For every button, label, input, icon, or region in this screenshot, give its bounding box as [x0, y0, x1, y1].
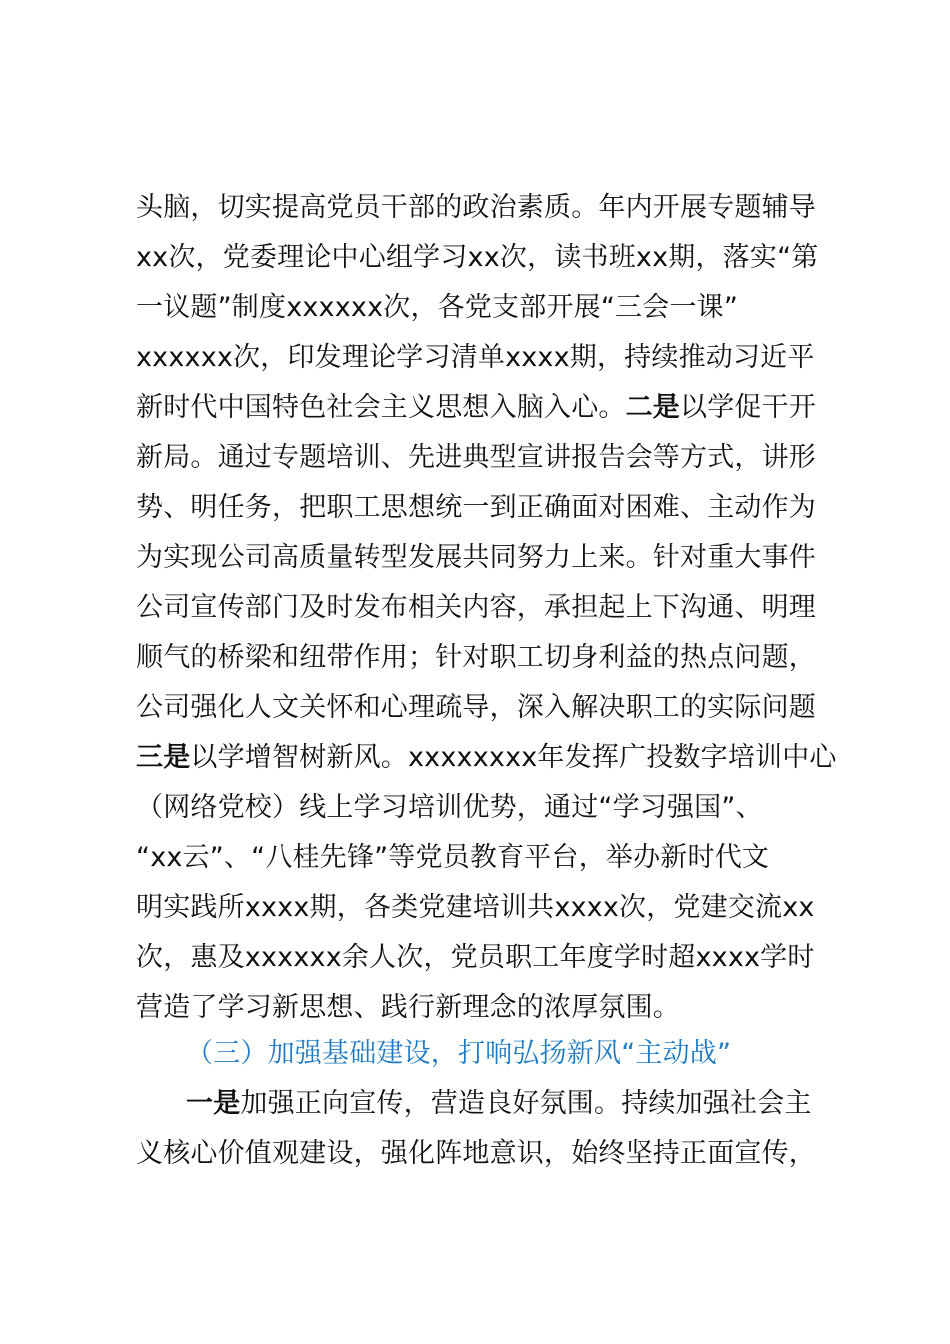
body-text-segment: 以学促干开: [680, 392, 817, 423]
body-text-line: 营造了学习新思想、践行新理念的浓厚氛围。: [136, 992, 680, 1023]
body-text-line: 头脑，切实提高党员干部的政治素质。年内开展专题辅导: [136, 192, 816, 223]
emphasis-lead-text: 二是: [625, 392, 681, 423]
body-text-line: 新局。通过专题培训、先进典型宣讲报告会等方式，讲形: [136, 442, 816, 473]
body-text-line: 一议题”制度xxxxxx次，各党支部开展“三会一课”: [136, 292, 739, 323]
body-text-line: 明实践所xxxx期，各类党建培训共xxxx次，党建交流xx: [136, 892, 815, 923]
body-text-line: 义核心价值观建设，强化阵地意识，始终坚持正面宣传，: [136, 1138, 816, 1169]
emphasis-lead-text: 三是: [136, 742, 191, 773]
body-text-line: “xx云”、“八桂先锋”等党员教育平台，举办新时代文: [136, 842, 770, 873]
body-text-line: 顺气的桥梁和纽带作用；针对职工切身利益的热点问题，: [136, 642, 816, 673]
body-text-line: 公司强化人文关怀和心理疏导，深入解决职工的实际问题: [136, 692, 816, 723]
body-text-line: [136, 383, 856, 433]
section-heading: （三）加强基础建设，打响弘扬新风“主动战”: [186, 1038, 732, 1069]
body-text-line: 公司宣传部门及时发布相关内容，承担起上下沟通、明理: [136, 592, 816, 623]
body-text-line: xxxxxx次，印发理论学习清单xxxx期，持续推动习近平: [136, 342, 815, 373]
body-text-line: 次，惠及xxxxxx余人次，党员职工年度学时超xxxx学时: [136, 942, 815, 973]
body-text-line: 为实现公司高质量转型发展共同努力上来。针对重大事件: [136, 542, 816, 573]
body-text-segment: 加强正向宣传，营造良好氛围。持续加强社会主: [240, 1088, 812, 1119]
body-text-line: （网络党校）线上学习培训优势，通过“学习强国”、: [136, 792, 763, 823]
emphasis-lead-text: 一是: [186, 1088, 241, 1119]
body-text-line: 势、明任务，把职工思想统一到正确面对困难、主动作为: [136, 492, 816, 523]
body-text-line: [186, 1079, 906, 1129]
body-text-segment: 以学增智树新风。xxxxxxxx年发挥广投数字培训中心: [190, 742, 837, 773]
body-text-segment: 新时代中国特色社会主义思想入脑入心。: [136, 392, 626, 423]
body-text-line: [136, 733, 856, 783]
body-text-line: xx次，党委理论中心组学习xx次，读书班xx期，落实“第: [136, 242, 819, 273]
